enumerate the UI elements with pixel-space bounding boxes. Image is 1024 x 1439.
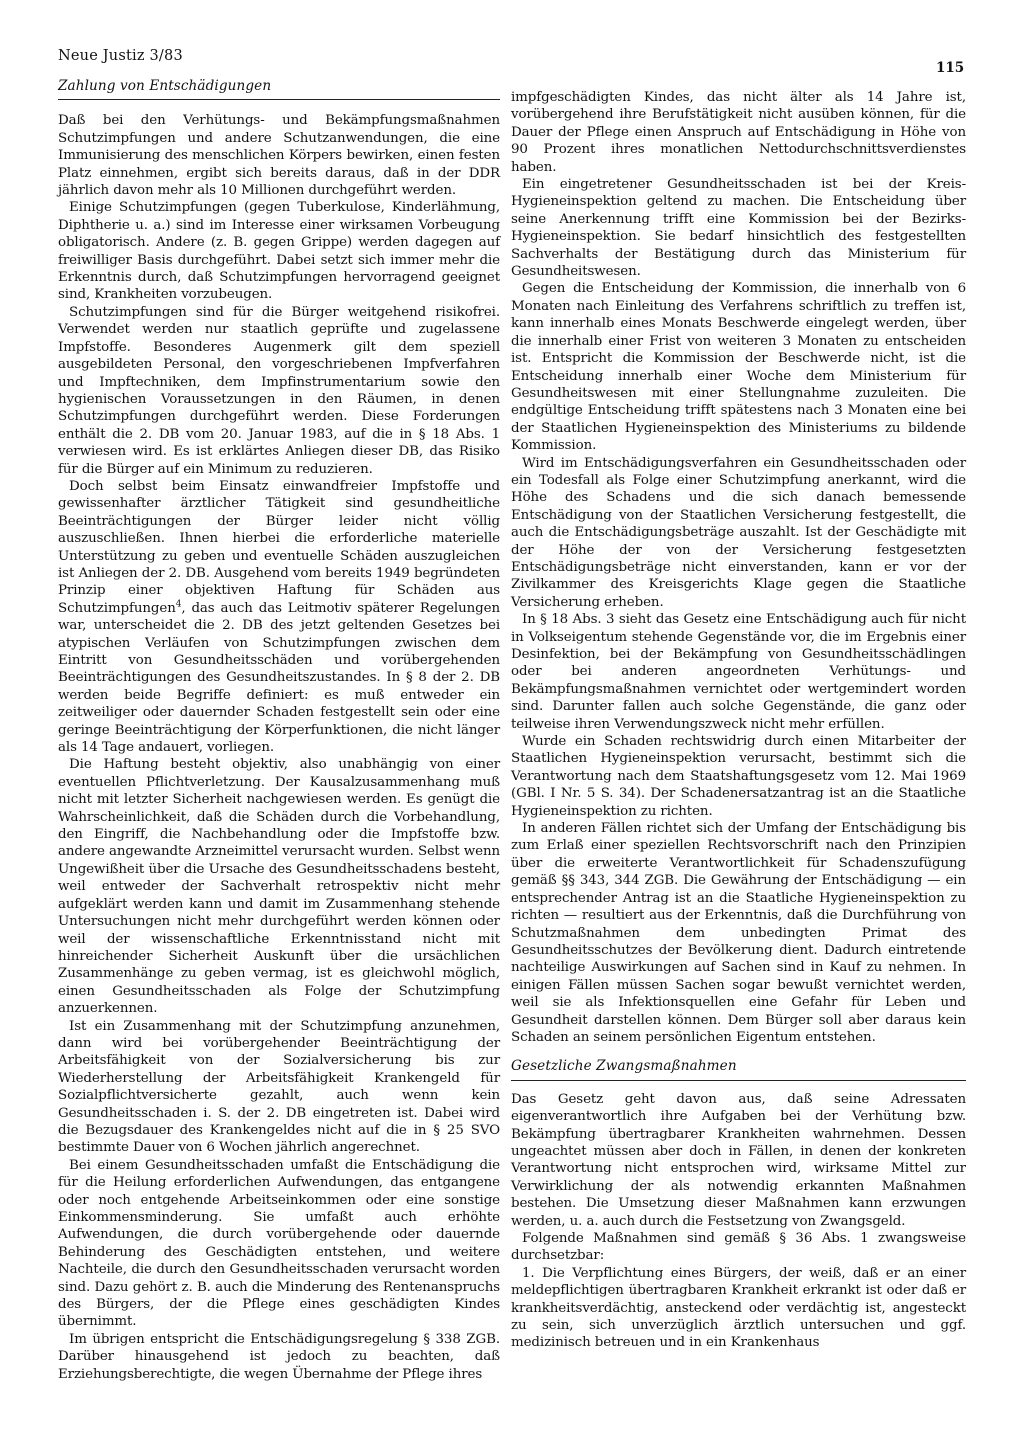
paragraph: Das Gesetz geht davon aus, daß seine Adressaten eigenverantwortlich ihre Aufgaben bei der Verhütung bzw. Bekämpfung übertragbarer Krankheiten wahrnehmen. Dessen ungeachtet müssen aber doch in Fällen, in denen der konkreten Verantwortung nicht entsprochen wird, wirksame Mittel zur Verwirklichung der als notwendig erkannten Maßnahmen bestehen. Die Umsetzung dieser Maßnahmen kann erzwungen werden, u. a. auch durch die Festsetzung von Zwangsgeld. — [511, 1091, 966, 1229]
paragraph: In § 18 Abs. 3 sieht das Gesetz eine Entschädigung auch für nicht in Volkseigentum stehende Gegenstände vor, die im Ergebnis einer Desinfektion, bei der Bekämpfung von Gesundheitsschädlingen oder bei anderen angeordneten Verhütungs- und Bekämpfungsmaßnahmen vernichtet oder wertgemindert worden sind. Darunter fallen auch solche Gegenstände, die ganz oder teilweise ihren Verwendungszweck nicht mehr erfüllen. — [511, 612, 966, 732]
paragraph: Bei einem Gesundheitsschaden umfaßt die Entschädigung die für die Heilung erforderlichen Aufwendungen, das entgangene oder noch entgehende Arbeitseinkommen oder eine sonstige Einkommensminderung. Sie umfaßt auch erhöhte Aufwendungen, die durch vorübergehende oder dauernde Behinderung des Geschädigten entstehen, und weitere Nachteile, die durch den Gesundheitsschaden verursacht worden sind. Dazu gehört z. B. auch die Minderung des Rentenanspruchs des Bürgers, der die Pflege eines geschädigten Kindes übernimmt. — [58, 1157, 500, 1330]
paragraph: Daß bei den Verhütungs- und Bekämpfungsmaßnahmen Schutzimpfungen und andere Schutzanwendungen, die eine Immunisierung des menschlichen Körpers bewirken, einen festen Platz einnehmen, ergibt sich bereits daraus, daß in der DDR jährlich davon mehr als 10 Millionen durchgeführt werden. — [58, 113, 500, 199]
footnote-marker: 4 — [175, 599, 182, 610]
paragraph: Einige Schutzimpfungen (gegen Tuberkulose, Kinderlähmung, Diphtherie u. a.) sind im Interesse einer wirksamen Vorbeugung obligatorisch. Andere (z. B. gegen Grippe) werden dagegen auf freiwilliger Basis durchgeführt. Dabei setzt sich immer mehr die Erkenntnis durch, daß Schutzimpfungen hervorragend geeignet sind, Krankheiten vorzubeugen. — [58, 200, 500, 303]
section-heading-compensation: Zahlung von Entschädigungen — [58, 78, 500, 100]
paragraph: Schutzimpfungen sind für die Bürger weitgehend risikofrei. Verwendet werden nur staatlich geprüfte und zugelassene Impfstoffe. Besonderes Augenmerk gilt dem speziell ausgebildeten Personal, den vorgeschriebenen Impfverfahren und Impftechniken, dem Impfinstrumentarium sowie den hygienischen Voraussetzungen in den Räumen, in denen Schutzimpfungen durchgeführt werden. Diese Forderungen enthält die 2. DB vom 20. Januar 1983, auf die in § 18 Abs. 1 verwiesen wird. Es ist erklärtes Anliegen dieser DB, das Risiko für die Bürger auf ein Minimum zu reduzieren. — [58, 304, 500, 477]
paragraph: impfgeschädigten Kindes, das nicht älter als 14 Jahre ist, vorübergehend ihre Berufstätigkeit nicht ausüben können, für die Dauer der Pflege einen Anspruch auf Entschädigung in Höhe von 90 Prozent ihres monatlichen Nettodurchschnittsverdienstes haben. — [511, 90, 966, 175]
paragraph: Wurde ein Schaden rechtswidrig durch einen Mitarbeiter der Staatlichen Hygieneinspektion verursacht, bestimmt sich die Verantwortung nach dem Staatshaftungsgesetz vom 12. Mai 1969 (GBl. I Nr. 5 S. 34). Der Schadenersatzantrag ist an die Staatliche Hygieneinspektion zu richten. — [511, 734, 966, 819]
paragraph-text: Doch selbst beim Einsatz einwandfreier Impfstoffe und gewissenhafter ärztlicher Tätigkeit sind gesundheitliche Beeinträchtigungen der Bürger leider nicht völlig auszuschließen. Ihnen hierbei die erforderliche materielle Unterstützung zu geben und eventuelle Schäden auszugleichen ist Anliegen der 2. DB. Ausgehend vom bereits 1949 begründeten Prinzip einer objektiven Haftung für Schäden aus Schutzimpfungen — [58, 478, 500, 616]
paragraph: Ist ein Zusammenhang mit der Schutzimpfung anzunehmen, dann wird bei vorübergehender Beeinträchtigung der Arbeitsfähigkeit von der Sozialversicherung bis zur Wiederherstellung der Arbeitsfähigkeit Krankengeld für Sozialpflichtversicherte gezahlt, auch wenn kein Gesundheitsschaden i. S. der 2. DB eingetreten ist. Dabei wird die Bezugsdauer des Krankengeldes nicht auf die in § 25 SVO bestimmte Dauer von 6 Wochen jährlich angerechnet. — [58, 1018, 500, 1156]
paragraph-text: , das auch das Leitmotiv späterer Regelungen war, unterscheidet die 2. DB des jetzt geltenden Gesetzes bei atypischen Verläufen von Schutzimpfungen zwischen dem Eintritt von Gesundheitsschäden und vorübergehenden Beeinträchtigungen des Gesundheitszustandes. In § 8 der 2. DB werden beide Begriffe definiert: es muß entweder ein zeitweiliger oder dauernder Schaden festgestellt sein oder eine geringe Beeinträchtigung der Körperfunktionen, die nicht länger als 14 Tage andauert, vorliegen. — [58, 600, 500, 756]
paragraph: Wird im Entschädigungsverfahren ein Gesundheitsschaden oder ein Todesfall als Folge einer Schutzimpfung anerkannt, wird die Höhe des Schadens und die sich danach bemessende Entschädigung von der Staatlichen Versicherung festgestellt, die auch die Entschädigungsbeträge auszahlt. Ist der Geschädigte mit der Höhe der von der Versicherung festgesetzten Entschädigungsbeträge nicht einverstanden, kann er vor der Zivilkammer des Kreisgerichts Klage gegen die Staatliche Versicherung erheben. — [511, 455, 966, 610]
paragraph: Die Haftung besteht objektiv, also unabhängig von einer eventuellen Pflichtverletzung. Der Kausalzusammenhang muß nicht mit letzter Sicherheit nachgewiesen werden. Es genügt die Wahrscheinlichkeit, daß die Schäden durch die Vorbehandlung, den Eingriff, die Nachbehandlung oder die Impfstoffe bzw. andere angewandte Arzneimittel verursacht wurden. Selbst wenn Ungewißheit über die Ursache des Gesundheitsschadens besteht, weil entweder der Sachverhalt retrospektiv nicht mehr aufgeklärt werden kann und damit im Zusammenhang stehende Untersuchungen nicht mehr durchgeführt werden können oder weil der wissenschaftliche Erkenntnisstand nicht mit hinreichender Sicherheit Auskunft über die ursächlichen Zusammenhänge zu geben vermag, ist es gleichwohl möglich, einen Gesundheitsschaden als Folge der Schutzimpfung anzuerkennen. — [58, 757, 500, 1017]
paragraph: Folgende Maßnahmen sind gemäß § 36 Abs. 1 zwangsweise durchsetzbar: — [511, 1231, 966, 1264]
paragraph: Ein eingetretener Gesundheitsschaden ist bei der Kreis-Hygieneinspektion geltend zu machen. Die Entscheidung über seine Anerkennung trifft eine Kommission bei der Bezirks-Hygieneinspektion. Sie bedarf hinsichtlich des festgestellten Sachverhalts der Bestätigung durch das Ministerium für Gesundheitswesen. — [511, 177, 966, 280]
left-column — [58, 78, 500, 1383]
paragraph: In anderen Fällen richtet sich der Umfang der Entschädigung bis zum Erlaß einer speziellen Rechtsvorschrift nach den Prinzipien über die erweiterte Verantwortlichkeit für Schadenszufügung gemäß §§ 343, 344 ZGB. Die Gewährung der Entschädigung — ein entsprechender Antrag ist an die Staatliche Hygieneinspektion zu richten — resultiert aus der Erkenntnis, daß die Durchführung von Schutzmaßnahmen dem unbedingten Primat des Gesundheitsschutzes der Bevölkerung dient. Dadurch eintretende nachteilige Auswirkungen auf Sachen sind in Kauf zu nehmen. In einigen Fällen müssen Sachen sogar bewußt vernichtet werden, weil sie als Infektionsquellen eine Gefahr für Leben und Gesundheit darstellen können. Dem Bürger soll aber daraus kein Schaden an seinem persönlichen Eigentum entstehen. — [511, 821, 966, 1045]
paragraph: 1. Die Verpflichtung eines Bürgers, der weiß, daß er an einer meldepflichtigen übertragbaren Krankheit erkrankt ist oder daß er krankheitsverdächtig, ansteckend oder verdächtig ist, angesteckt zu sein, sich unverzüglich ärztlich untersuchen und ggf. medizinisch betreuen und in ein Krankenhaus — [511, 1265, 966, 1351]
journal-title: Neue Justiz 3/83 — [58, 48, 183, 64]
right-column — [511, 89, 966, 1352]
paragraph: Gegen die Entscheidung der Kommission, die innerhalb von 6 Monaten nach Einleitung des Verfahrens schriftlich zu treffen ist, kann innerhalb eines Monats Beschwerde eingelegt werden, über die innerhalb einer Frist von weiteren 3 Monaten zu entscheiden ist. Entspricht die Kommission der Beschwerde nicht, ist die Entscheidung innerhalb einer Woche dem Ministerium für Gesundheitswesen mit einer Stellungnahme zuzuleiten. Die endgültige Entscheidung trifft spätestens nach 3 Monaten eine bei der Staatlichen Hygieneinspektion des Ministeriums zu bildende Kommission. — [511, 281, 966, 454]
section-heading-enforcement: Gesetzliche Zwangsmaßnahmen — [511, 1058, 966, 1080]
page-number: 115 — [936, 60, 965, 76]
paragraph — [58, 478, 500, 757]
paragraph: Im übrigen entspricht die Entschädigungsregelung § 338 ZGB. Darüber hinausgehend ist jedoch zu beachten, daß Erziehungsberechtigte, die wegen Übernahme der Pflege ihres — [58, 1331, 500, 1382]
